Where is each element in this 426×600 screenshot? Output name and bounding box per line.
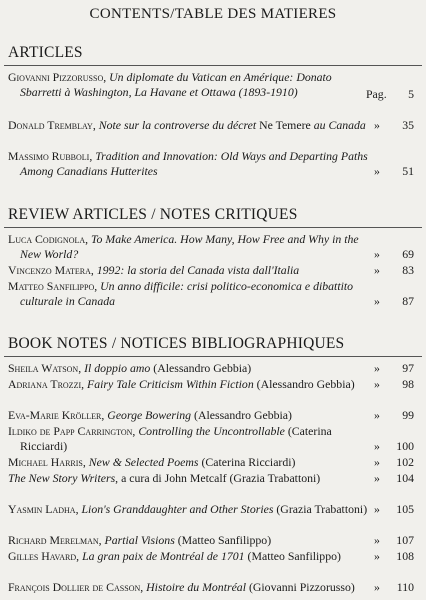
entry-page: Pag. 5	[366, 87, 414, 101]
entry-title: New & Selected Poems	[88, 455, 199, 469]
entry-page: » 104	[374, 471, 414, 485]
entry-text: Luca Codignola, To Make America. How Many, How Free and Why in the New World?	[8, 232, 359, 261]
entry-author: Richard Merelman	[8, 533, 99, 547]
entry-title: Partial Visions	[104, 533, 175, 547]
toc-entry	[8, 149, 416, 179]
entry-text: Richard Merelman, Partial Visions (Matteo Sanfilippo)	[8, 533, 272, 547]
entry-author: Matteo Sanfilippo	[8, 279, 95, 293]
section-rule	[4, 65, 422, 66]
section-rule	[4, 356, 422, 357]
entry-page: » 100	[374, 439, 414, 453]
entry-text: Ildiko de Papp Carrington, Controlling the Uncontrollable (Caterina Ricciardi)	[8, 424, 332, 453]
toc-entry	[8, 377, 416, 392]
entry-title: Un diplomate du Vatican en Amérique: Donato Sbarretti à Washington, La Havane et Ottawa (1893-1910)	[20, 70, 332, 99]
entry-page: » 83	[374, 263, 414, 277]
entry-text: Matteo Sanfilippo, Un anno difficile: crisi politico-economica e dibattito culturale in Canada	[8, 279, 354, 308]
toc-entry	[8, 70, 416, 100]
entry-title: Note sur la controverse du décret	[98, 118, 257, 132]
entry-author: Adriana Trozzi	[8, 377, 82, 391]
entry-title: Histoire du Montréal	[146, 580, 246, 594]
entry-title: Il doppio amo	[84, 361, 151, 375]
entry-text: Gilles Havard, La gran paix de Montréal de 1701 (Matteo Sanfilippo)	[8, 549, 341, 563]
entry-text: François Dollier de Casson, Histoire du Montréal (Giovanni Pizzorusso)	[8, 580, 355, 594]
entry-page: » 35	[374, 118, 414, 132]
entry-page: » 108	[374, 549, 414, 563]
page-title: CONTENTS/TABLE DES MATIERES	[89, 6, 337, 22]
entry-page: » 98	[374, 377, 414, 391]
entry-author: Yasmin Ladha	[8, 502, 76, 516]
toc-entry	[8, 455, 416, 470]
entry-title: Tradition and Innovation: Old Ways and Departing Paths Among Canadians Hutterites	[20, 149, 368, 178]
entry-author: Ildiko de Papp Carrington	[8, 424, 133, 438]
entry-title: Fairy Tale Criticism Within Fiction	[87, 377, 254, 391]
entry-page: » 102	[374, 455, 414, 469]
entry-title: 1992: la storia del Canada vista dall'Italia	[96, 263, 300, 277]
entry-page: » 110	[374, 580, 414, 594]
section-rule	[4, 227, 422, 228]
entry-text: Eva-Marie Kröller, George Bowering (Alessandro Gebbia)	[8, 408, 292, 422]
entry-text: The New Story Writers, a cura di John Metcalf (Grazia Trabattoni)	[8, 471, 321, 485]
entry-page: » 69	[374, 247, 414, 261]
entry-title: To Make America. How Many, How Free and Why in the New World?	[20, 232, 359, 261]
entry-author: Giovanni Pizzorusso	[8, 70, 104, 84]
entry-page: » 87	[374, 294, 414, 308]
entry-author: Vincenzo Matera	[8, 263, 91, 277]
entry-title: Un anno difficile: crisi politico-economica e dibattito culturale in Canada	[20, 279, 354, 308]
entry-author: Luca Codignola	[8, 232, 86, 246]
entry-text: Giovanni Pizzorusso, Un diplomate du Vatican en Amérique: Donato Sbarretti à Washington, La Havane et Ottawa (1893-1910)	[8, 70, 332, 99]
entry-text: Michael Harris, New & Selected Poems (Caterina Ricciardi)	[8, 455, 296, 469]
entry-title: Controlling the Uncontrollable	[138, 424, 285, 438]
toc-entry	[8, 361, 416, 376]
entry-author: Sheila Watson	[8, 361, 79, 375]
entry-page: » 105	[374, 502, 414, 516]
entry-author: Massimo Rubboli	[8, 149, 90, 163]
entry-author: Donald Tremblay	[8, 118, 93, 132]
section-heading-review: REVIEW ARTICLES / NOTES CRITIQUES	[8, 206, 298, 223]
entry-text: Donald Tremblay, Note sur la controverse du décret Ne Temere au Canada	[8, 118, 366, 132]
entry-text: Adriana Trozzi, Fairy Tale Criticism Within Fiction (Alessandro Gebbia)	[8, 377, 355, 391]
entry-text: Massimo Rubboli, Tradition and Innovation: Old Ways and Departing Paths Among Canadians Hutterites	[8, 149, 368, 178]
toc-entry	[8, 118, 416, 133]
toc-entry	[8, 471, 416, 486]
toc-entry	[8, 279, 416, 309]
entry-page: » 51	[374, 164, 414, 178]
toc-entry	[8, 580, 416, 595]
entry-text: Yasmin Ladha, Lion's Granddaughter and Other Stories (Grazia Trabattoni)	[8, 502, 368, 516]
entry-page: » 107	[374, 533, 414, 547]
entry-title: George Bowering	[107, 408, 192, 422]
section-heading-articles: ARTICLES	[8, 44, 83, 61]
toc-entry	[8, 549, 416, 564]
entry-page: » 97	[374, 361, 414, 375]
entry-author: Eva-Marie Kröller	[8, 408, 102, 422]
toc-entry	[8, 502, 416, 517]
entry-author: Michael Harris	[8, 455, 83, 469]
entry-author: François Dollier de Casson	[8, 580, 141, 594]
entry-title: Lion's Granddaughter and Other Stories	[81, 502, 274, 516]
toc-entry	[8, 263, 416, 278]
entry-author: Gilles Havard	[8, 549, 77, 563]
toc-entry	[8, 424, 416, 454]
entry-title: The New Story Writers	[8, 471, 116, 485]
toc-entry	[8, 408, 416, 423]
toc-entry	[8, 533, 416, 548]
section-heading-books: BOOK NOTES / NOTICES BIBLIOGRAPHIQUES	[8, 335, 345, 352]
entry-page: » 99	[374, 408, 414, 422]
entry-title: La gran paix de Montréal de 1701	[82, 549, 245, 563]
toc-entry	[8, 232, 416, 262]
entry-text: Vincenzo Matera, 1992: la storia del Canada vista dall'Italia	[8, 263, 300, 277]
entry-text: Sheila Watson, Il doppio amo (Alessandro Gebbia)	[8, 361, 252, 375]
